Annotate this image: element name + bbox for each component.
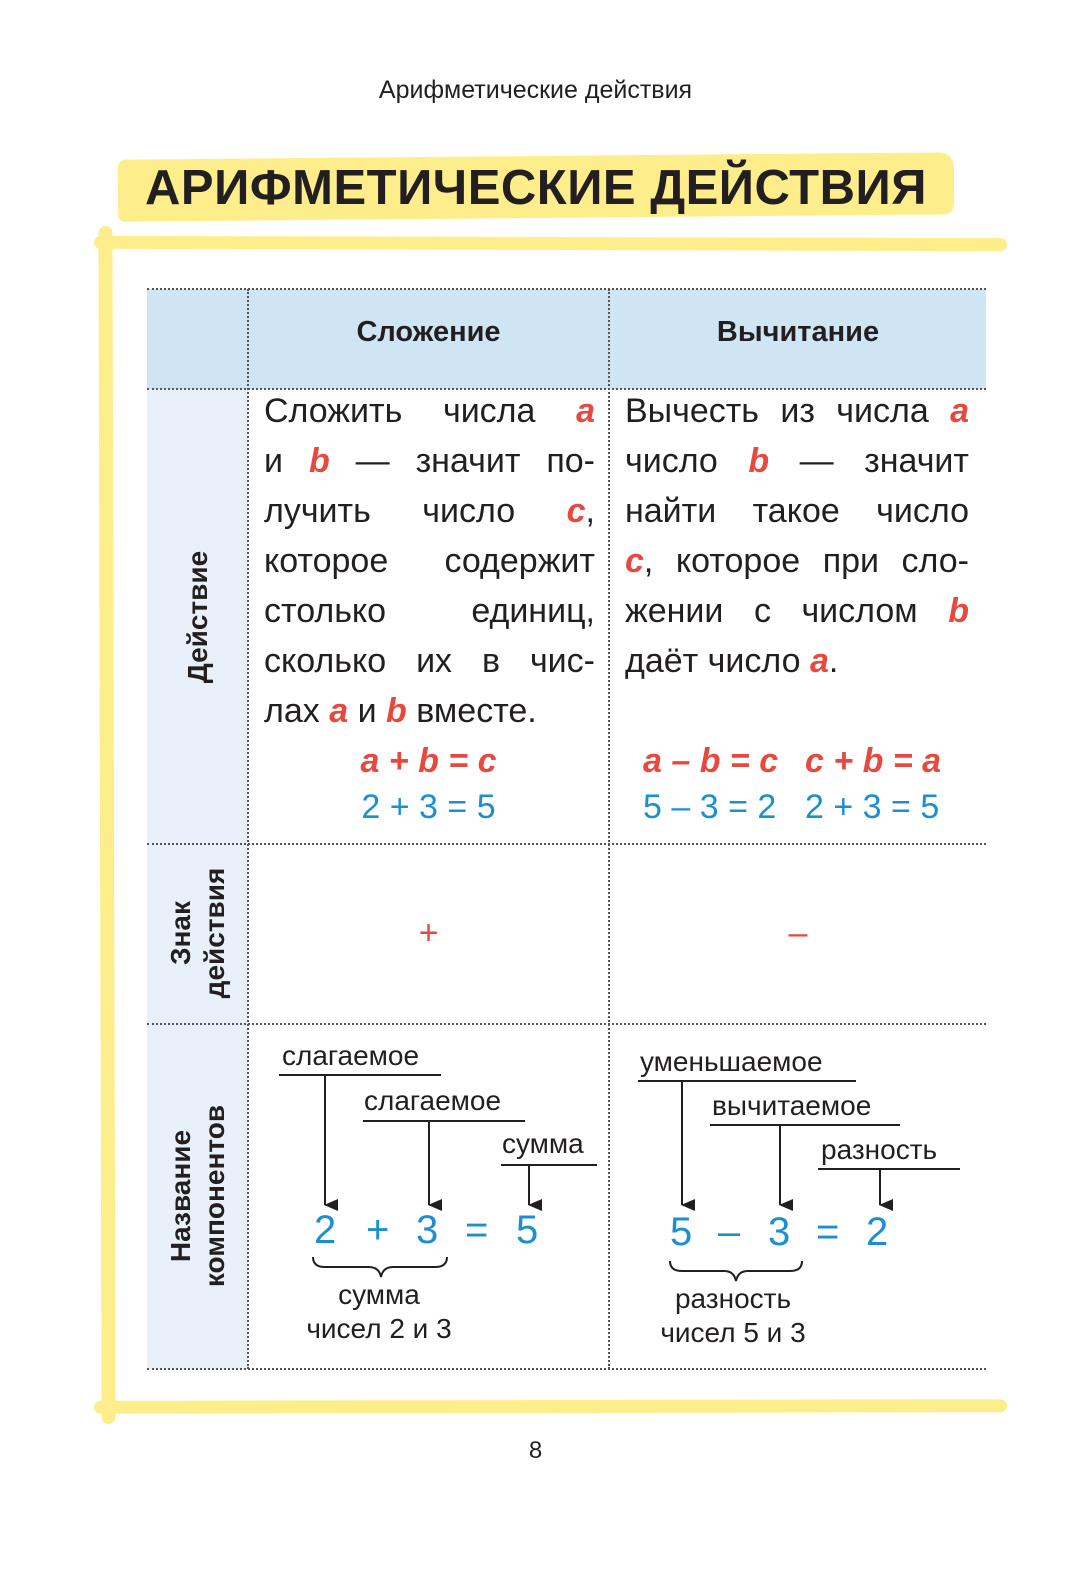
subtraction-example-1: 5 – 3 = 2 [643, 788, 777, 826]
table-rule-action [147, 843, 986, 845]
addend-1-label: слагаемое [282, 1040, 420, 1071]
addition-number-2: 3 [416, 1208, 439, 1252]
sum-label: сумма [502, 1128, 584, 1159]
addition-example: 2 + 3 = 5 [361, 788, 496, 826]
subtraction-formula-1: a – b = c [643, 742, 779, 780]
table-rule-top [147, 288, 986, 290]
addition-line-1: Сложить числа a [264, 392, 595, 430]
addition-equals: = [465, 1208, 489, 1252]
addition-line-3: лучить число c, [264, 492, 595, 530]
subtraction-equals: = [816, 1210, 840, 1254]
column-header-subtraction: Вычитание [716, 316, 880, 348]
page-number: 8 [528, 1437, 543, 1464]
subtraction-line-1: Вычесть из числа a [625, 392, 969, 430]
subtraction-operator: – [718, 1210, 741, 1254]
subtraction-number-1: 5 [670, 1210, 693, 1254]
addition-operator: + [366, 1208, 390, 1252]
subtraction-brace-caption: разность чисел 5 и 3 [660, 1283, 806, 1348]
subtraction-formula-2: c + b = a [805, 742, 942, 780]
frame-bottom-stroke [94, 1399, 1007, 1414]
table-rule-bottom [147, 1368, 986, 1370]
addition-sign: + [418, 914, 439, 952]
addition-result: 5 [516, 1208, 539, 1252]
subtraction-line-6: даёт число a. [625, 642, 839, 680]
subtraction-sign: – [788, 914, 808, 952]
column-header-addition: Сложение [356, 316, 501, 348]
subtraction-line-3: найти такое число [625, 492, 969, 530]
row-label-components: Название компонентов [165, 1104, 230, 1288]
subtraction-example-2: 2 + 3 = 5 [805, 788, 940, 826]
row-label-action: Действие [182, 550, 213, 684]
addition-line-2: и b — значит по- [264, 442, 595, 480]
minuend-label: уменьшаемое [640, 1046, 823, 1077]
addition-line-4: которое содержит [264, 542, 595, 580]
subtraction-definition [625, 386, 969, 686]
addition-brace-caption: сумма чисел 2 и 3 [306, 1279, 452, 1344]
addition-line-7: лах a и b вместе. [264, 692, 537, 730]
running-header: Арифметические действия [378, 76, 693, 104]
frame-left-stroke [98, 226, 115, 1424]
subtrahend-label: вычитаемое [712, 1090, 872, 1121]
subtraction-line-4: c, которое при сло- [625, 542, 969, 580]
addition-number-1: 2 [314, 1208, 337, 1252]
page-title: АРИФМЕТИЧЕСКИЕ ДЕЙСТВИЯ [145, 161, 927, 215]
addend-2-label: слагаемое [364, 1085, 502, 1116]
subtraction-result: 2 [866, 1210, 889, 1254]
subtraction-brace [670, 1261, 802, 1281]
addition-brace [313, 1257, 447, 1277]
subtraction-line-2: число b — значит [625, 442, 969, 480]
addition-line-5: столько единиц, [264, 592, 595, 630]
subtraction-line-5: жении с числом b [625, 592, 969, 630]
row-label-sign: Знак действия [165, 867, 230, 999]
addition-definition [264, 386, 595, 736]
difference-label: разность [821, 1134, 938, 1165]
frame-top-stroke [94, 236, 1007, 251]
addition-formula: a + b = c [360, 742, 497, 780]
subtraction-number-2: 3 [768, 1210, 791, 1254]
addition-line-6: сколько их в чис- [264, 642, 595, 680]
